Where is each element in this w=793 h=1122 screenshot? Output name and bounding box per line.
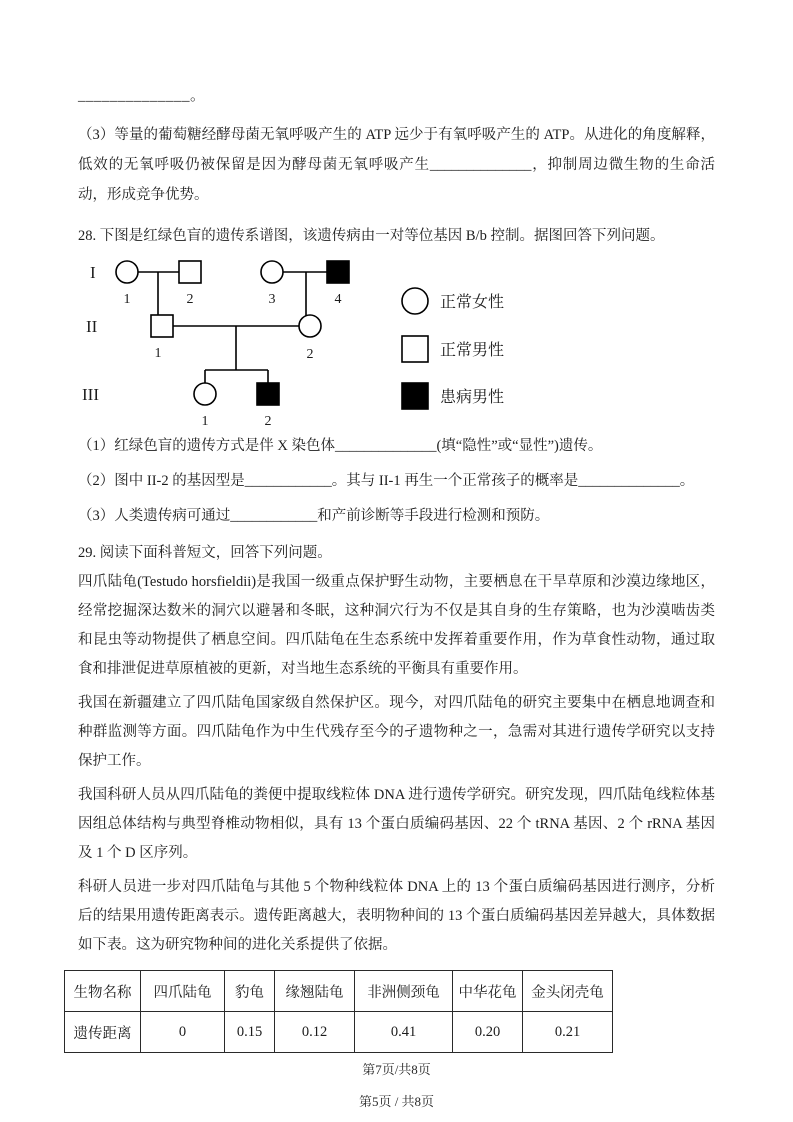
generation-label-2: II <box>86 317 98 336</box>
legend-normal-female-icon <box>402 288 428 314</box>
question-28-sub3: （3）人类遗传病可通过____________和产前诊断等手段进行检测和预防。 <box>78 508 550 524</box>
genetic-distance-table <box>64 970 613 1053</box>
table-cell-distance: 0 <box>141 1012 225 1053</box>
table-cell-species: 非洲侧颈龟 <box>355 971 453 1012</box>
question-29-paragraph-3: 我国科研人员从四爪陆龟的粪便中提取线粒体 DNA 进行遗传学研究。研究发现，四爪陆龟线粒体基因组总体结构与典型脊椎动物相似，具有 13 个蛋白质编码基因、22 个 tRNA 基因、2 个 rRNA 基因及 1 个 D 区序列。 <box>78 787 715 861</box>
question-28-sub1: （1）红绿色盲的遗传方式是伴 X 染色体______________(填“隐性”或“显性”)遗传。 <box>78 438 603 454</box>
pedigree-number: 1 <box>123 292 131 307</box>
pedigree-female-symbol-II2 <box>299 315 321 337</box>
generation-label-1: I <box>90 263 96 282</box>
question-29-paragraph-1: 四爪陆龟(Testudo horsfieldii)是我国一级重点保护野生动物，主要栖息在干旱草原和沙漠边缘地区，经常挖掘深达数米的洞穴以避暑和冬眠，这种洞穴行为不仅是其自身的生存策略，也为沙漠啮齿类和昆虫等动物提供了栖息空间。四爪陆龟在生态系统中发挥着重要作用，作为草食性动物，通过取食和排泄促进草原植被的更新，对当地生态系统的平衡具有重要作用。 <box>78 574 715 677</box>
legend-affected-male-icon <box>402 383 428 409</box>
question-27-part3: （3）等量的葡萄糖经酵母菌无氧呼吸产生的 ATP 远少于有氧呼吸产生的 ATP。从进化的角度解释，低效的无氧呼吸仍被保留是因为酵母菌无氧呼吸产生______________，抑制周边微生物的生命活动，形成竞争优势。 <box>78 127 715 203</box>
table-cell-species: 中华花龟 <box>453 971 523 1012</box>
pedigree-number: 3 <box>268 292 276 307</box>
legend-normal-female-label: 正常女性 <box>440 294 505 311</box>
question-28-stem: 28. 下图是红绿色盲的遗传系谱图，该遗传病由一对等位基因 B/b 控制。据图回答下列问题。 <box>78 228 665 244</box>
table-cell-species: 豹龟 <box>225 971 275 1012</box>
pedigree-female-symbol-I3 <box>261 261 283 283</box>
table-cell-distance: 0.20 <box>453 1012 523 1053</box>
table-cell-distance: 0.21 <box>523 1012 613 1053</box>
pedigree-number: 2 <box>306 347 314 362</box>
pedigree-chart <box>78 252 715 428</box>
pedigree-number: 2 <box>186 292 194 307</box>
legend-normal-male-icon <box>402 336 428 362</box>
pedigree-number: 2 <box>264 414 272 428</box>
table-cell-species-header: 生物名称 <box>65 971 141 1012</box>
table-cell-distance: 0.12 <box>275 1012 355 1053</box>
pedigree-male-symbol-II1 <box>151 315 173 337</box>
pedigree-number: 4 <box>334 292 342 307</box>
page-number-inner: 第7页/共8页 <box>362 1062 431 1077</box>
legend-affected-male-label: 患病男性 <box>440 389 505 406</box>
question-29-paragraph-4: 科研人员进一步对四爪陆龟与其他 5 个物种线粒体 DNA 上的 13 个蛋白质编码基因进行测序，分析后的结果用遗传距离表示。遗传距离越大，表明物种间的 13 个蛋白质编码基因差异越大，具体数据如下表。这为研究物种间的进化关系提供了依据。 <box>78 879 715 953</box>
table-cell-species: 四爪陆龟 <box>141 971 225 1012</box>
pedigree-diagram <box>78 252 715 428</box>
table-cell-distance: 0.41 <box>355 1012 453 1053</box>
pedigree-number: 1 <box>154 346 162 361</box>
table-cell-species: 缘翘陆龟 <box>275 971 355 1012</box>
pedigree-male-symbol-I2 <box>179 261 201 283</box>
pedigree-affected-male-symbol-I4 <box>327 261 349 283</box>
pedigree-number: 1 <box>201 414 209 428</box>
table-header-row <box>65 971 613 1012</box>
pedigree-affected-male-symbol-III2 <box>257 383 279 405</box>
table-data-row <box>65 1012 613 1053</box>
legend-normal-male-label: 正常男性 <box>440 342 505 359</box>
generation-label-3: III <box>82 385 99 404</box>
page-number-outer: 第5页 / 共8页 <box>358 1094 435 1109</box>
question-29-paragraph-2: 我国在新疆建立了四爪陆龟国家级自然保护区。现今，对四爪陆龟的研究主要集中在栖息地调查和种群监测等方面。四爪陆龟作为中生代残存至今的孑遗物种之一，急需对其进行遗传学研究以支持保护工作。 <box>78 695 715 769</box>
question-28-sub2: （2）图中 II-2 的基因型是____________。其与 II-1 再生一个正常孩子的概率是______________。 <box>78 473 695 489</box>
pedigree-female-symbol-III1 <box>194 383 216 405</box>
answer-blank-line: ______________。 <box>78 88 206 104</box>
question-29-stem: 29. 阅读下面科普短文，回答下列问题。 <box>78 545 332 561</box>
table-cell-distance-header: 遗传距离 <box>65 1012 141 1053</box>
pedigree-female-symbol-I1 <box>116 261 138 283</box>
table-cell-distance: 0.15 <box>225 1012 275 1053</box>
table-cell-species: 金头闭壳龟 <box>523 971 613 1012</box>
